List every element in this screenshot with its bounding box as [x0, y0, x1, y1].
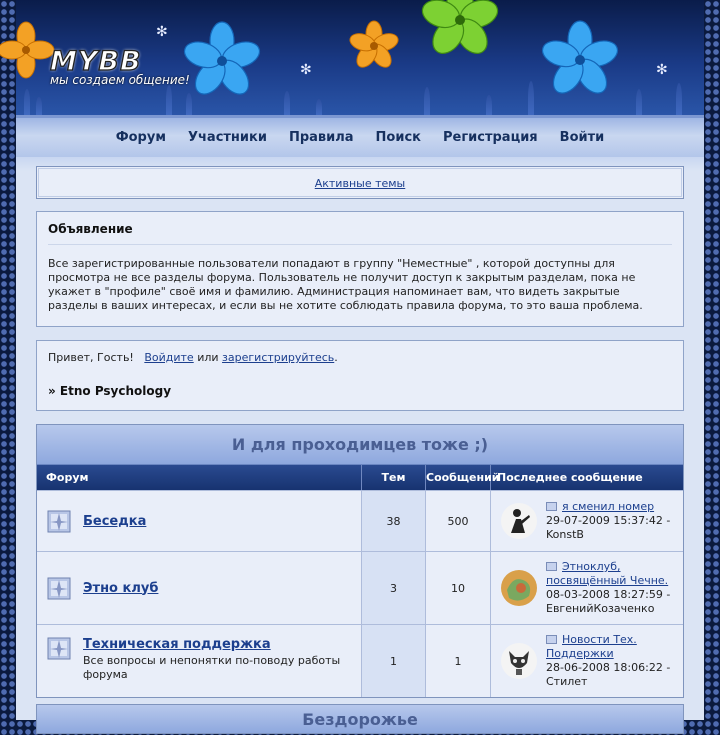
posts-count: 500	[426, 491, 491, 551]
table-row	[37, 490, 683, 551]
topics-count: 38	[362, 491, 426, 551]
or-text: или	[197, 351, 219, 364]
register-link[interactable]: зарегистрируйтесь	[222, 351, 335, 364]
last-post-info	[546, 560, 673, 616]
butterfly-icon: ✻	[300, 62, 312, 78]
last-post-link[interactable]: я сменил номер	[562, 500, 655, 513]
welcome-box	[36, 340, 684, 411]
logo-text: MYBB	[50, 46, 142, 77]
site-logo[interactable]	[50, 46, 190, 87]
green-flower-icon	[418, 0, 502, 62]
header-last-post: Последнее сообщение	[497, 471, 643, 484]
last-post-info	[546, 500, 670, 542]
greeting-text: Привет, Гость!	[48, 351, 134, 364]
logo-slogan: мы создаем общение!	[50, 73, 190, 87]
announcement-text: Все зарегистрированные пользователи попадают в группу "Неместные" , которой доступны для просмотра не все разделы форума. Пользователь не получит доступ к закрытым разделам, пока не укажет в "профиле" своё имя и фамилию. Администрация напоминает вам, что видеть закрытые разделы в ваших интересах, и если вы не хотите соблюдать правила форума, то это ваша проблема.	[48, 257, 643, 312]
post-icon	[546, 635, 557, 644]
page	[16, 0, 704, 729]
avatar[interactable]	[501, 570, 537, 606]
category-title: И для проходимцев тоже ;)	[37, 425, 683, 465]
header-topics: Тем	[362, 465, 426, 490]
header-posts: Сообщений	[426, 465, 491, 490]
forum-cell	[37, 491, 362, 551]
last-post-link[interactable]: Новости Тех. Поддержки	[546, 633, 637, 660]
blue-flower-icon	[181, 20, 263, 102]
last-post-date: 28-06-2008 18:06:22 -	[546, 661, 671, 674]
forum-status-icon	[47, 508, 73, 534]
avatar[interactable]	[501, 643, 537, 679]
nav-members[interactable]: Участники	[187, 130, 267, 145]
forum-name-link[interactable]: Беседка	[83, 513, 147, 529]
main-nav	[16, 115, 704, 157]
topics-count: 1	[362, 625, 426, 697]
orange-flower-icon	[0, 20, 56, 80]
forum-cell	[37, 625, 362, 697]
orange-flower-icon	[346, 18, 402, 74]
last-post-cell	[491, 625, 683, 697]
period-text: .	[334, 351, 338, 364]
last-post-link[interactable]: Этноклуб, посвящённый Чечне.	[546, 560, 669, 587]
forum-category	[36, 424, 684, 698]
forum-status-icon	[47, 635, 73, 661]
butterfly-icon: ✻	[156, 24, 168, 40]
announcement-box	[36, 211, 684, 327]
forum-name-link[interactable]: Техническая поддержка	[83, 637, 271, 652]
topics-count: 3	[362, 552, 426, 624]
blue-flower-icon	[538, 18, 622, 102]
table-header	[37, 465, 683, 490]
forum-description: Все вопросы и непонятки по-поводу работы форума	[83, 654, 341, 681]
nav-login[interactable]: Войти	[559, 130, 605, 145]
nav-register[interactable]: Регистрация	[443, 130, 538, 145]
header-forum: Форум	[37, 465, 362, 490]
next-category-title: Бездорожье	[36, 704, 684, 734]
last-post-date: 29-07-2009 15:37:42 -	[546, 514, 671, 527]
breadcrumb: » Etno Psychology	[48, 384, 172, 398]
avatar[interactable]	[501, 503, 537, 539]
forum-status-icon	[47, 575, 73, 601]
post-icon	[546, 562, 557, 571]
posts-count: 1	[426, 625, 491, 697]
announcement-title: Объявление	[48, 222, 672, 245]
last-post-cell	[491, 552, 683, 624]
nav-forum[interactable]: Форум	[115, 130, 166, 145]
welcome-line	[48, 351, 672, 364]
last-post-user: Стилет	[546, 675, 588, 688]
last-post-user: ЕвгенийКозаченко	[546, 602, 655, 615]
active-topics-link[interactable]: Активные темы	[314, 177, 406, 190]
forum-cell	[37, 552, 362, 624]
butterfly-icon: ✻	[656, 62, 668, 78]
nav-search[interactable]: Поиск	[375, 130, 421, 145]
last-post-date: 08-03-2008 18:27:59 -	[546, 588, 671, 601]
posts-count: 10	[426, 552, 491, 624]
last-post-info	[546, 633, 673, 689]
post-icon	[546, 502, 557, 511]
table-row	[37, 551, 683, 624]
active-topics-box	[36, 166, 684, 199]
last-post-user: KonstB	[546, 528, 584, 541]
forum-info	[83, 635, 351, 682]
forum-name-link[interactable]: Этно клуб	[83, 580, 159, 596]
login-link[interactable]: Войдите	[144, 351, 194, 364]
site-header	[16, 0, 704, 115]
table-row	[37, 624, 683, 697]
nav-rules[interactable]: Правила	[288, 130, 354, 145]
last-post-cell	[491, 491, 683, 551]
